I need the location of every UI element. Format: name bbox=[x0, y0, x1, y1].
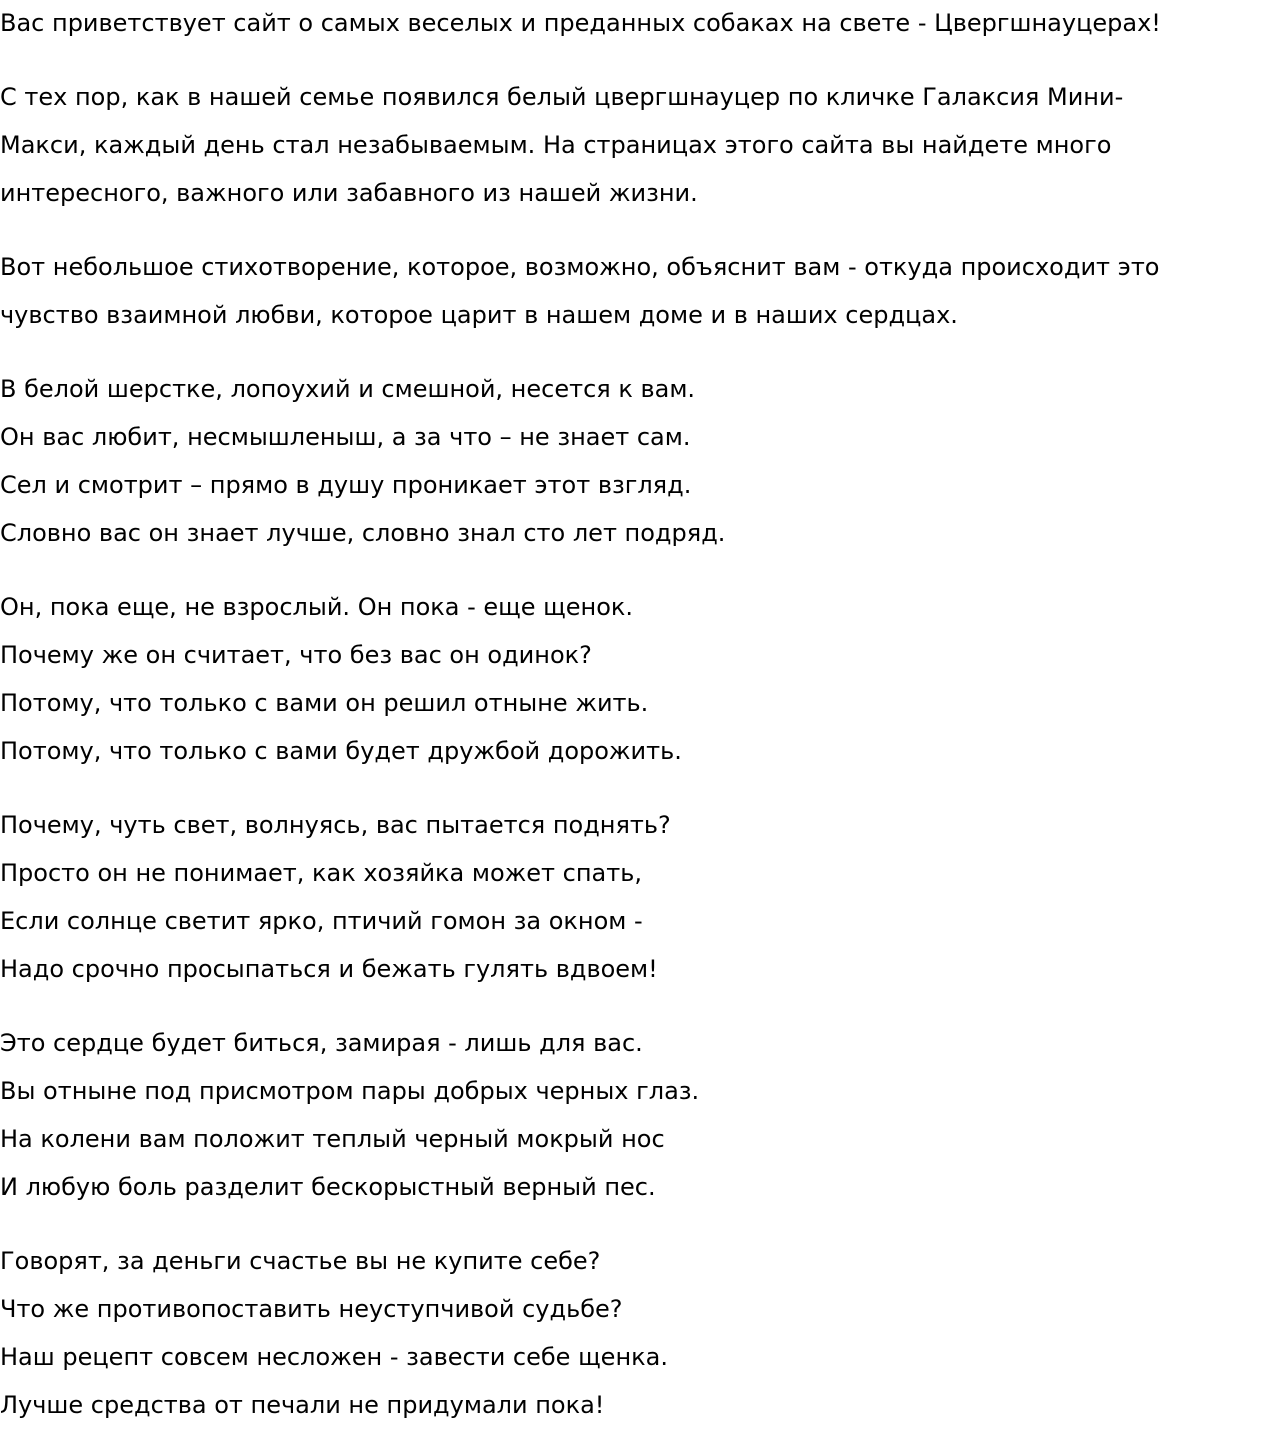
poem-stanza-2 bbox=[0, 583, 1270, 775]
poem-stanza-3 bbox=[0, 801, 1270, 993]
poem-stanza-5 bbox=[0, 1237, 1270, 1429]
poem-line: Словно вас он знает лучше, словно знал сто лет подряд. bbox=[0, 519, 726, 547]
poem-line: В белой шерстке, лопоухий и смешной, несется к вам. bbox=[0, 375, 696, 403]
poem-stanza-1 bbox=[0, 365, 1270, 557]
poem-intro-line: Вот небольшое стихотворение, которое, возможно, объяснит вам - откуда происходит это bbox=[0, 253, 1160, 281]
poem-line: На колени вам положит теплый черный мокрый нос bbox=[0, 1125, 665, 1153]
poem-line: Что же противопоставить неуступчивой судьбе? bbox=[0, 1295, 623, 1323]
poem-line: Почему же он считает, что без вас он одинок? bbox=[0, 641, 592, 669]
welcome-text: Вас приветствует сайт о самых веселых и преданных собаках на свете - Цвергшнауцерах! bbox=[0, 9, 1161, 37]
poem-line: Почему, чуть свет, волнуясь, вас пытается поднять? bbox=[0, 811, 671, 839]
poem-line: Говорят, за деньги счастье вы не купите себе? bbox=[0, 1247, 601, 1275]
poem-line: Если солнце светит ярко, птичий гомон за окном - bbox=[0, 907, 643, 935]
poem-intro-paragraph bbox=[0, 243, 1270, 339]
poem-line: И любую боль разделит бескорыстный верный пес. bbox=[0, 1173, 656, 1201]
poem-intro-line: чувство взаимной любви, которое царит в нашем доме и в наших сердцах. bbox=[0, 301, 958, 329]
poem-line: Лучше средства от печали не придумали пока! bbox=[0, 1391, 605, 1419]
poem-line: Потому, что только с вами будет дружбой дорожить. bbox=[0, 737, 682, 765]
poem-line: Потому, что только с вами он решил отныне жить. bbox=[0, 689, 649, 717]
poem-line: Надо срочно просыпаться и бежать гулять вдвоем! bbox=[0, 955, 658, 983]
story-line: С тех пор, как в нашей семье появился белый цвергшнауцер по кличке Галаксия Мини- bbox=[0, 83, 1124, 111]
poem-line: Это сердце будет биться, замирая - лишь для вас. bbox=[0, 1029, 643, 1057]
poem-line: Он вас любит, несмышленыш, а за что – не знает сам. bbox=[0, 423, 691, 451]
poem-line: Наш рецепт совсем несложен - завести себе щенка. bbox=[0, 1343, 668, 1371]
story-line: Макси, каждый день стал незабываемым. На страницах этого сайта вы найдете много bbox=[0, 131, 1112, 159]
welcome-paragraph bbox=[0, 0, 1270, 47]
poem-line: Вы отныне под присмотром пары добрых черных глаз. bbox=[0, 1077, 700, 1105]
story-paragraph bbox=[0, 73, 1270, 217]
poem-stanza-4 bbox=[0, 1019, 1270, 1211]
story-line: интересного, важного или забавного из нашей жизни. bbox=[0, 179, 698, 207]
poem-line: Сел и смотрит – прямо в душу проникает этот взгляд. bbox=[0, 471, 692, 499]
poem-line: Просто он не понимает, как хозяйка может спать, bbox=[0, 859, 642, 887]
poem-line: Он, пока еще, не взрослый. Он пока - еще щенок. bbox=[0, 593, 634, 621]
